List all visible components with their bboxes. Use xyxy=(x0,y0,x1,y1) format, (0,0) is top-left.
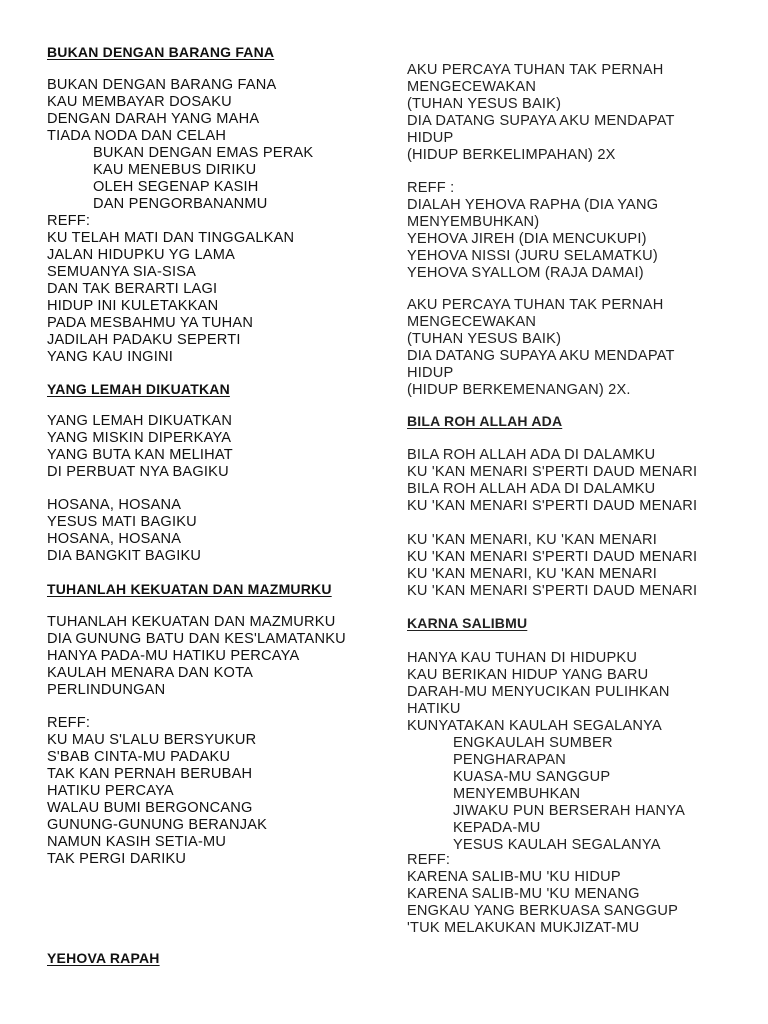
lyric-line: HOSANA, HOSANA xyxy=(47,497,182,513)
lyric-line: WALAU BUMI BERGONCANG xyxy=(47,800,253,816)
lyric-line: REFF: xyxy=(47,213,91,229)
lyric-line: HANYA KAU TUHAN DI HIDUPKU xyxy=(407,650,638,666)
lyric-line: KAU MENEBUS DIRIKU xyxy=(93,162,257,178)
song-title: BILA ROH ALLAH ADA xyxy=(407,413,563,429)
lyric-line: YANG LEMAH DIKUATKAN xyxy=(47,413,233,429)
lyric-line: YANG KAU INGINI xyxy=(47,349,173,365)
lyric-line: JIWAKU PUN BERSERAH HANYA xyxy=(453,803,686,819)
song-title: BUKAN DENGAN BARANG FANA xyxy=(47,44,275,60)
lyric-line: DAN PENGORBANANMU xyxy=(93,196,268,212)
song-title: YEHOVA RAPAH xyxy=(47,950,160,966)
lyric-line: YANG MISKIN DIPERKAYA xyxy=(47,430,232,446)
song-title: KARNA SALIBMU xyxy=(407,615,528,631)
lyric-line: KUNYATAKAN KAULAH SEGALANYA xyxy=(407,718,662,734)
lyric-line: REFF : xyxy=(407,180,455,196)
lyric-line: KU 'KAN MENARI, KU 'KAN MENARI xyxy=(407,532,657,548)
lyric-line: KAULAH MENARA DAN KOTA xyxy=(47,665,254,681)
lyric-line: KU 'KAN MENARI S'PERTI DAUD MENARI xyxy=(407,583,698,599)
lyric-line: HATIKU xyxy=(407,701,461,717)
lyric-line: DIA BANGKIT BAGIKU xyxy=(47,548,202,564)
lyric-line: DIA GUNUNG BATU DAN KES'LAMATANKU xyxy=(47,631,346,647)
lyric-line: KARENA SALIB-MU 'KU HIDUP xyxy=(407,869,621,885)
lyric-line: YEHOVA NISSI (JURU SELAMATKU) xyxy=(407,248,658,264)
lyric-line: MENYEMBUHKAN xyxy=(453,786,581,802)
lyric-line: AKU PERCAYA TUHAN TAK PERNAH xyxy=(407,62,664,78)
lyric-line: DIA DATANG SUPAYA AKU MENDAPAT xyxy=(407,348,675,364)
lyric-line: KU 'KAN MENARI S'PERTI DAUD MENARI xyxy=(407,464,698,480)
lyric-line: MENYEMBUHKAN) xyxy=(407,214,540,230)
lyric-line: KAU BERIKAN HIDUP YANG BARU xyxy=(407,667,649,683)
lyric-line: DI PERBUAT NYA BAGIKU xyxy=(47,464,229,480)
lyric-line: HIDUP xyxy=(407,365,454,381)
lyric-line: KU 'KAN MENARI S'PERTI DAUD MENARI xyxy=(407,498,698,514)
lyric-line: TIADA NODA DAN CELAH xyxy=(47,128,227,144)
lyric-line: (TUHAN YESUS BAIK) xyxy=(407,331,562,347)
lyric-line: PADA MESBAHMU YA TUHAN xyxy=(47,315,254,331)
lyric-line: TUHANLAH KEKUATAN DAN MAZMURKU xyxy=(47,614,336,630)
lyric-line: MENGECEWAKAN xyxy=(407,79,537,95)
lyric-line: KU MAU S'LALU BERSYUKUR xyxy=(47,732,257,748)
lyric-line: TAK PERGI DARIKU xyxy=(47,851,187,867)
lyric-line: YEHOVA JIREH (DIA MENCUKUPI) xyxy=(407,231,647,247)
lyric-line: (HIDUP BERKEMENANGAN) 2X. xyxy=(407,382,631,398)
lyric-line: (TUHAN YESUS BAIK) xyxy=(407,96,562,112)
lyric-line: YEHOVA SYALLOM (RAJA DAMAI) xyxy=(407,265,644,281)
lyric-line: REFF: xyxy=(407,852,451,868)
lyric-line: KARENA SALIB-MU 'KU MENANG xyxy=(407,886,640,902)
lyric-line: DAN TAK BERARTI LAGI xyxy=(47,281,218,297)
lyric-line: HATIKU PERCAYA xyxy=(47,783,174,799)
lyric-line: KAU MEMBAYAR DOSAKU xyxy=(47,94,232,110)
song-title: TUHANLAH KEKUATAN DAN MAZMURKU xyxy=(47,581,332,597)
lyric-line: ENGKAULAH SUMBER xyxy=(453,735,613,751)
lyric-line: YESUS KAULAH SEGALANYA xyxy=(453,837,661,853)
lyric-line: BUKAN DENGAN EMAS PERAK xyxy=(93,145,314,161)
lyric-line: AKU PERCAYA TUHAN TAK PERNAH xyxy=(407,297,664,313)
lyric-line: REFF: xyxy=(47,715,91,731)
lyric-line: PENGHARAPAN xyxy=(453,752,567,768)
lyric-line: HIDUP INI KULETAKKAN xyxy=(47,298,219,314)
lyric-line: ENGKAU YANG BERKUASA SANGGUP xyxy=(407,903,679,919)
lyric-line: YANG BUTA KAN MELIHAT xyxy=(47,447,233,463)
lyric-line: JADILAH PADAKU SEPERTI xyxy=(47,332,241,348)
lyric-line: BUKAN DENGAN BARANG FANA xyxy=(47,77,277,93)
lyric-line: KEPADA-MU xyxy=(453,820,541,836)
lyric-line: JALAN HIDUPKU YG LAMA xyxy=(47,247,236,263)
lyric-line: DIA DATANG SUPAYA AKU MENDAPAT xyxy=(407,113,675,129)
lyric-line: HANYA PADA-MU HATIKU PERCAYA xyxy=(47,648,300,664)
lyric-line: (HIDUP BERKELIMPAHAN) 2X xyxy=(407,147,616,163)
lyric-line: BILA ROH ALLAH ADA DI DALAMKU xyxy=(407,447,656,463)
lyric-line: DARAH-MU MENYUCIKAN PULIHKAN xyxy=(407,684,670,700)
lyric-line: HOSANA, HOSANA xyxy=(47,531,182,547)
lyric-line: MENGECEWAKAN xyxy=(407,314,537,330)
lyric-line: OLEH SEGENAP KASIH xyxy=(93,179,259,195)
lyric-line: YESUS MATI BAGIKU xyxy=(47,514,197,530)
lyric-line: DIALAH YEHOVA RAPHA (DIA YANG xyxy=(407,197,659,213)
lyric-line: GUNUNG-GUNUNG BERANJAK xyxy=(47,817,268,833)
lyric-line: KU 'KAN MENARI S'PERTI DAUD MENARI xyxy=(407,549,698,565)
lyric-line: SEMUANYA SIA-SISA xyxy=(47,264,197,280)
lyric-line: NAMUN KASIH SETIA-MU xyxy=(47,834,227,850)
lyric-line: KU TELAH MATI DAN TINGGALKAN xyxy=(47,230,295,246)
lyric-line: 'TUK MELAKUKAN MUKJIZAT-MU xyxy=(407,920,640,936)
lyric-line: HIDUP xyxy=(407,130,454,146)
lyric-line: TAK KAN PERNAH BERUBAH xyxy=(47,766,253,782)
lyric-line: KUASA-MU SANGGUP xyxy=(453,769,611,785)
song-title: YANG LEMAH DIKUATKAN xyxy=(47,381,230,397)
lyric-line: S'BAB CINTA-MU PADAKU xyxy=(47,749,231,765)
lyric-line: KU 'KAN MENARI, KU 'KAN MENARI xyxy=(407,566,657,582)
lyric-line: PERLINDUNGAN xyxy=(47,682,166,698)
lyric-line: BILA ROH ALLAH ADA DI DALAMKU xyxy=(407,481,656,497)
lyric-line: DENGAN DARAH YANG MAHA xyxy=(47,111,260,127)
